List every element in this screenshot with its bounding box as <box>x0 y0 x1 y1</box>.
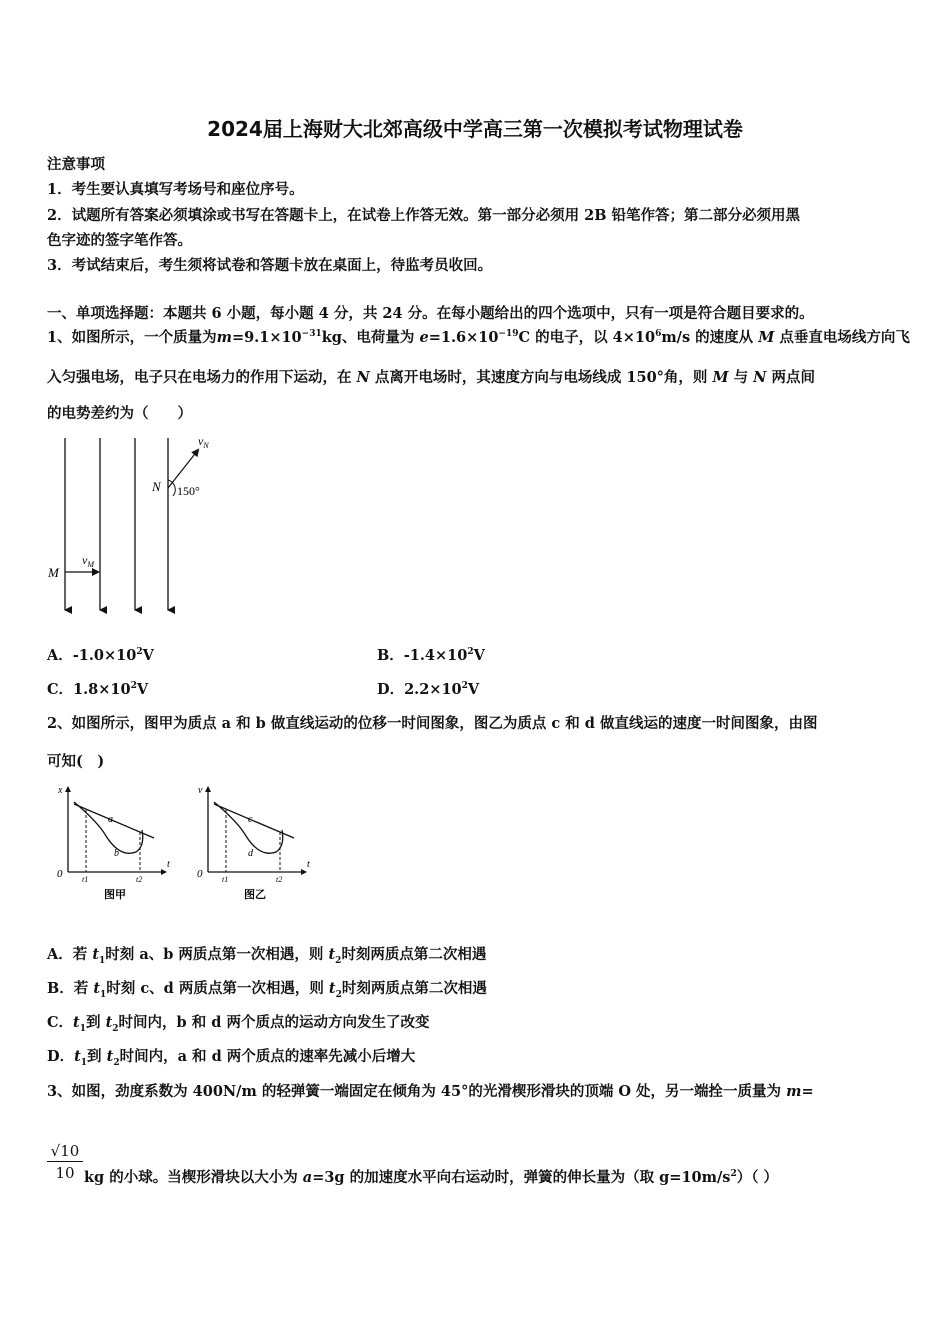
N-label: N <box>152 479 161 494</box>
y-axis-label: x <box>58 785 63 796</box>
label-c: c <box>248 814 253 825</box>
q1-line-3: 的电势差约为（ ） <box>47 405 192 422</box>
page-title: 2024届上海财大北郊高级中学高三第一次模拟考试物理试卷 <box>207 117 743 141</box>
q2-graph-yi <box>188 782 313 904</box>
q1-field-figure <box>40 430 230 620</box>
origin-label: 0 <box>57 868 63 880</box>
t-axis-label: t <box>167 859 170 870</box>
label-a: a <box>108 814 113 825</box>
q3-line-1: 3、如图，劲度系数为 400N/m 的轻弹簧一端固定在倾角为 45°的光滑楔形滑块的顶端 O 处，另一端拴一质量为 m= <box>47 1083 814 1100</box>
q1-line-1: 1、如图所示，一个质量为$m=9.1\times 10^{-31}kg$、电荷量为 $e=1.6\times 10^{-19}C$ 的电子，以 $4\times 10^6m/s$ 的速度从 M 点垂直电场线方向飞 <box>47 329 910 346</box>
caption-yi: 图乙 <box>244 889 266 901</box>
angle-label: 150° <box>177 484 200 498</box>
q2-option-a[interactable]: A．若 $t_1$时刻 a、b 两质点第一次相遇，则 $t_2$时刻两质点第二次相遇 <box>47 946 487 966</box>
M-label: M <box>48 565 59 580</box>
fraction-numerator: √10 <box>47 1142 83 1162</box>
q3-line-2: kg 的小球。当楔形滑块以大小为 a=3g 的加速度水平向右运动时，弹簧的伸长量为（取 $g=10m/s^2$）（ ） <box>84 1169 779 1186</box>
q1-option-a[interactable]: A．$-1.0\times 10^2V$ <box>47 647 154 664</box>
notice-item-1: 1．考生要认真填写考场号和座位序号。 <box>47 181 304 198</box>
notice-heading: 注意事项 <box>47 156 105 173</box>
caption-jia: 图甲 <box>104 889 126 901</box>
vN-label: $v_N$ <box>198 434 209 450</box>
t1-label: t1 <box>82 875 89 884</box>
q2-option-c[interactable]: C．$t_1$到 $t_2$时间内，b 和 d 两个质点的运动方向发生了改变 <box>47 1014 430 1034</box>
section-header: 一、单项选择题：本题共 6 小题，每小题 4 分，共 24 分。在每小题给出的四个选项中，只有一项是符合题目要求的。 <box>47 305 814 322</box>
notice-item-3: 3．考试结束后，考生须将试卷和答题卡放在桌面上，待监考员收回。 <box>47 257 493 274</box>
t2-label: t2 <box>276 875 283 884</box>
q1-option-c[interactable]: C．$1.8\times 10^2V$ <box>47 681 149 698</box>
y-axis-label: v <box>198 785 203 796</box>
notice-item-2-cont: 色字迹的签字笔作答。 <box>47 232 192 249</box>
label-d: d <box>248 848 253 859</box>
q3-mass-fraction <box>47 1142 83 1182</box>
notice-item-2: 2．试题所有答案必须填涂或书写在答题卡上，在试卷上作答无效。第一部分必须用 2B 铅笔作答；第二部分必须用黑 <box>47 207 801 224</box>
t1-label: t1 <box>222 875 229 884</box>
label-b: b <box>114 848 119 859</box>
origin-label: 0 <box>197 868 203 880</box>
q1-line-2: 入匀强电场，电子只在电场力的作用下运动，在 N 点离开电场时，其速度方向与电场线成 150°角，则 M 与 N 两点间 <box>47 369 815 386</box>
q2-line-2: 可知( ) <box>47 753 105 770</box>
q2-option-d[interactable]: D．$t_1$到 $t_2$时间内，a 和 d 两个质点的速率先减小后增大 <box>47 1048 416 1068</box>
angle-arc <box>168 480 175 496</box>
vM-label: $v_M$ <box>82 553 94 569</box>
fraction-denominator: 10 <box>55 1164 75 1182</box>
q1-option-b[interactable]: B．$-1.4\times 10^2V$ <box>377 647 485 664</box>
curve-b <box>74 802 143 853</box>
curve-d <box>214 802 283 853</box>
q1-option-d[interactable]: D．$2.2\times 10^2V$ <box>377 681 480 698</box>
t2-label: t2 <box>136 875 143 884</box>
t-axis-label: t <box>307 859 310 870</box>
q2-line-1: 2、如图所示，图甲为质点 a 和 b 做直线运动的位移一时间图象，图乙为质点 c 和 d 做直线运的速度一时间图象，由图 <box>47 715 818 732</box>
q2-graph-jia <box>48 782 173 904</box>
q2-option-b[interactable]: B．若 $t_1$时刻 c、d 两质点第一次相遇，则 $t_2$时刻两质点第二次相遇 <box>47 980 487 1000</box>
